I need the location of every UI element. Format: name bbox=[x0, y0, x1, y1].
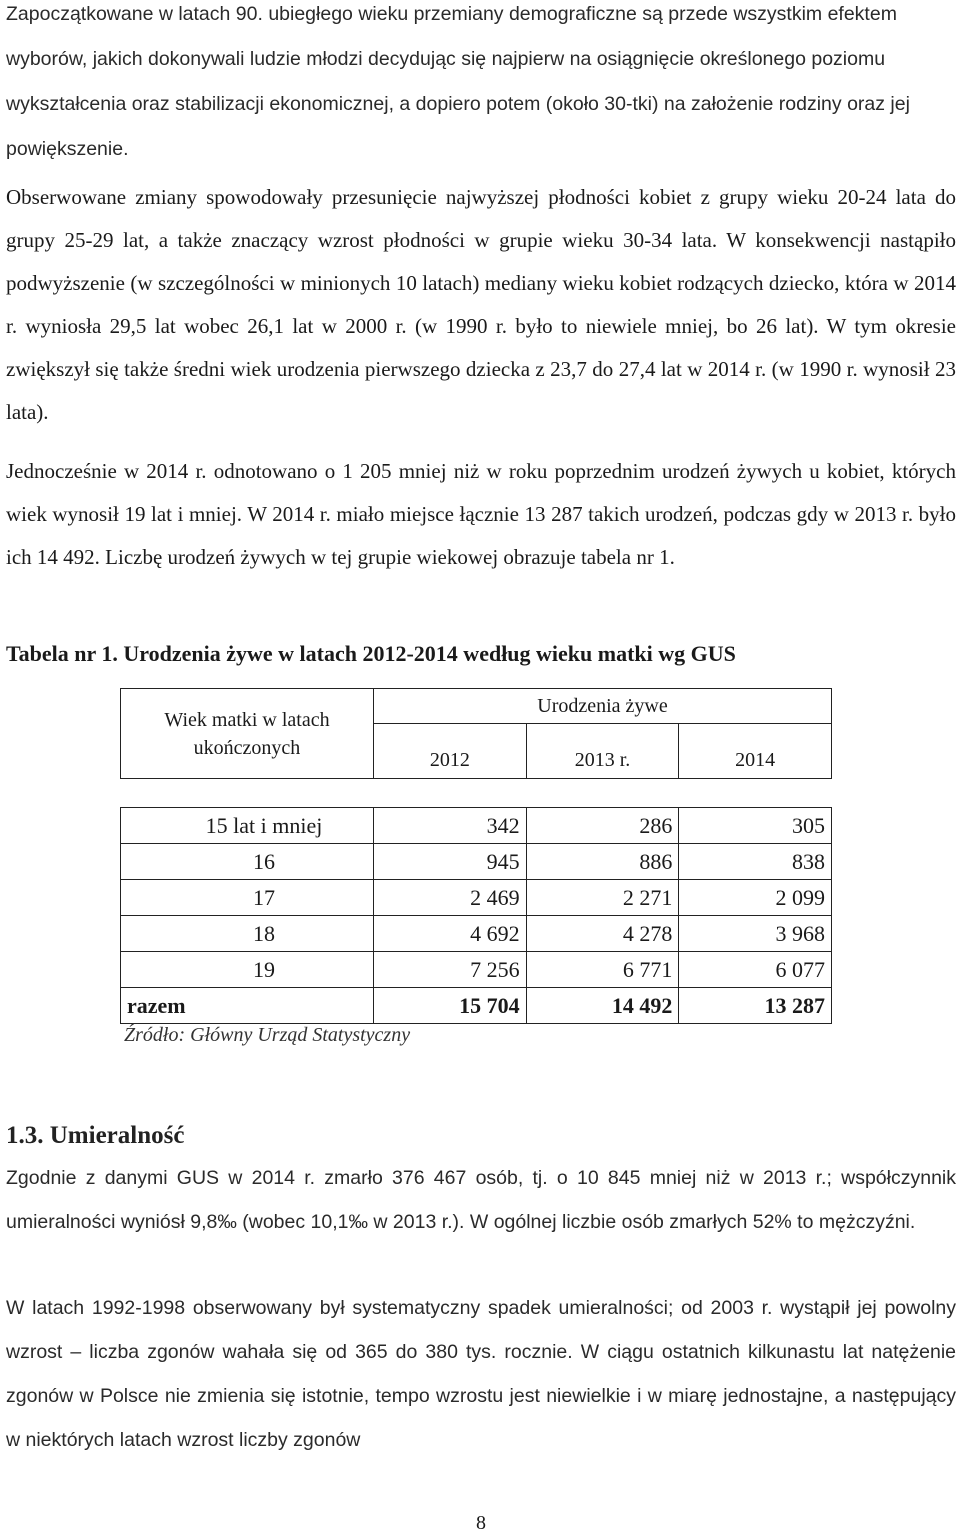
live-births-group-header: Urodzenia żywe bbox=[374, 689, 832, 724]
value-cell: 4 692 bbox=[374, 916, 527, 952]
total-value-cell: 14 492 bbox=[526, 988, 679, 1024]
age-cell: 15 lat i mniej bbox=[121, 808, 374, 844]
value-cell: 4 278 bbox=[526, 916, 679, 952]
table-source-note: Źródło: Główny Urząd Statystyczny bbox=[124, 1024, 411, 1046]
year-header-2014: 2014 bbox=[679, 724, 832, 779]
value-cell: 838 bbox=[679, 844, 832, 880]
year-header-2013: 2013 r. bbox=[526, 724, 679, 779]
paragraph-mortality-2014: Zgodnie z danymi GUS w 2014 r. zmarło 376 467 osób, tj. o 10 845 mniej niż w 2013 r.; współczynnik umieralności wyniósł 9,8‰ (wobec 10,1‰ w 2013 r.). W ogólnej liczbie osób zmarłych 52% to mężczyźni. bbox=[6, 1167, 956, 1233]
births-table bbox=[120, 688, 832, 1024]
total-label-cell: razem bbox=[121, 988, 374, 1024]
table-row bbox=[121, 844, 832, 880]
table-caption: Tabela nr 1. Urodzenia żywe w latach 2012-2014 według wieku matki wg GUS bbox=[6, 641, 736, 666]
intro-paragraph: Zapoczątkowane w latach 90. ubiegłego wieku przemiany demograficzne są przede wszystkim efektem wyborów, jakich dokonywali ludzie młodzi decydując się najpierw na osiągnięcie określonego poziomu wykształcenia oraz stabilizacji ekonomicznej, a dopiero potem (około 30-tki) na założenie rodziny oraz jej powiększenie. bbox=[6, 3, 910, 160]
section-heading: 1.3. Umieralność bbox=[6, 1122, 185, 1149]
value-cell: 2 469 bbox=[374, 880, 527, 916]
table-row bbox=[121, 808, 832, 844]
age-cell: 18 bbox=[121, 916, 374, 952]
value-cell: 6 077 bbox=[679, 952, 832, 988]
total-value-cell: 13 287 bbox=[679, 988, 832, 1024]
paragraph-mortality-trend: W latach 1992-1998 obserwowany był systematyczny spadek umieralności; od 2003 r. wystąpił jej powolny wzrost – liczba zgonów wahała się od 365 do 380 tys. rocznie. W ciągu ostatnich kilkunastu lat natężenie zgonów w Polsce nie zmienia się istotnie, tempo wzrostu jest niewielkie i w miarę jednostajne, a następujący w niektórych latach wzrost liczby zgonów bbox=[6, 1297, 956, 1451]
table-row bbox=[121, 952, 832, 988]
table-header-row bbox=[121, 689, 832, 724]
total-value-cell: 15 704 bbox=[374, 988, 527, 1024]
value-cell: 886 bbox=[526, 844, 679, 880]
value-cell: 3 968 bbox=[679, 916, 832, 952]
value-cell: 7 256 bbox=[374, 952, 527, 988]
value-cell: 945 bbox=[374, 844, 527, 880]
value-cell: 6 771 bbox=[526, 952, 679, 988]
paragraph-fertility-shift: Obserwowane zmiany spowodowały przesunięcie najwyższej płodności kobiet z grupy wieku 20-24 lata do grupy 25-29 lat, a także znaczący wzrost płodności w grupie wieku 30-34 lata. W konsekwencji nastąpiło podwyższenie (w szczególności w minionych 10 latach) mediany wieku kobiet rodzących dziecko, która w 2014 r. wyniosła 29,5 lat wobec 26,1 lat w 2000 r. (w 1990 r. było to niewiele mniej, bo 26 lat). W tym okresie zwiększył się także średni wiek urodzenia pierwszego dziecka z 23,7 do 27,4 lat w 2014 r. (w 1990 r. wynosił 23 lata). bbox=[6, 185, 956, 424]
paragraph-teen-births: Jednocześnie w 2014 r. odnotowano o 1 205 mniej niż w roku poprzednim urodzeń żywych u kobiet, których wiek wynosił 19 lat i mniej. W 2014 r. miało miejsce łącznie 13 287 takich urodzeń, podczas gdy w 2013 r. było ich 14 492. Liczbę urodzeń żywych w tej grupie wiekowej obrazuje tabela nr 1. bbox=[6, 459, 956, 569]
year-header-2012: 2012 bbox=[374, 724, 527, 779]
table-row bbox=[121, 916, 832, 952]
value-cell: 2 271 bbox=[526, 880, 679, 916]
age-cell: 17 bbox=[121, 880, 374, 916]
value-cell: 305 bbox=[679, 808, 832, 844]
age-cell: 16 bbox=[121, 844, 374, 880]
value-cell: 342 bbox=[374, 808, 527, 844]
age-column-header: Wiek matki w latach ukończonych bbox=[121, 689, 374, 779]
value-cell: 2 099 bbox=[679, 880, 832, 916]
age-cell: 19 bbox=[121, 952, 374, 988]
table-spacer-row bbox=[121, 779, 832, 808]
value-cell: 286 bbox=[526, 808, 679, 844]
table-row bbox=[121, 880, 832, 916]
page-number: 8 bbox=[476, 1512, 486, 1534]
table-total-row bbox=[121, 988, 832, 1024]
